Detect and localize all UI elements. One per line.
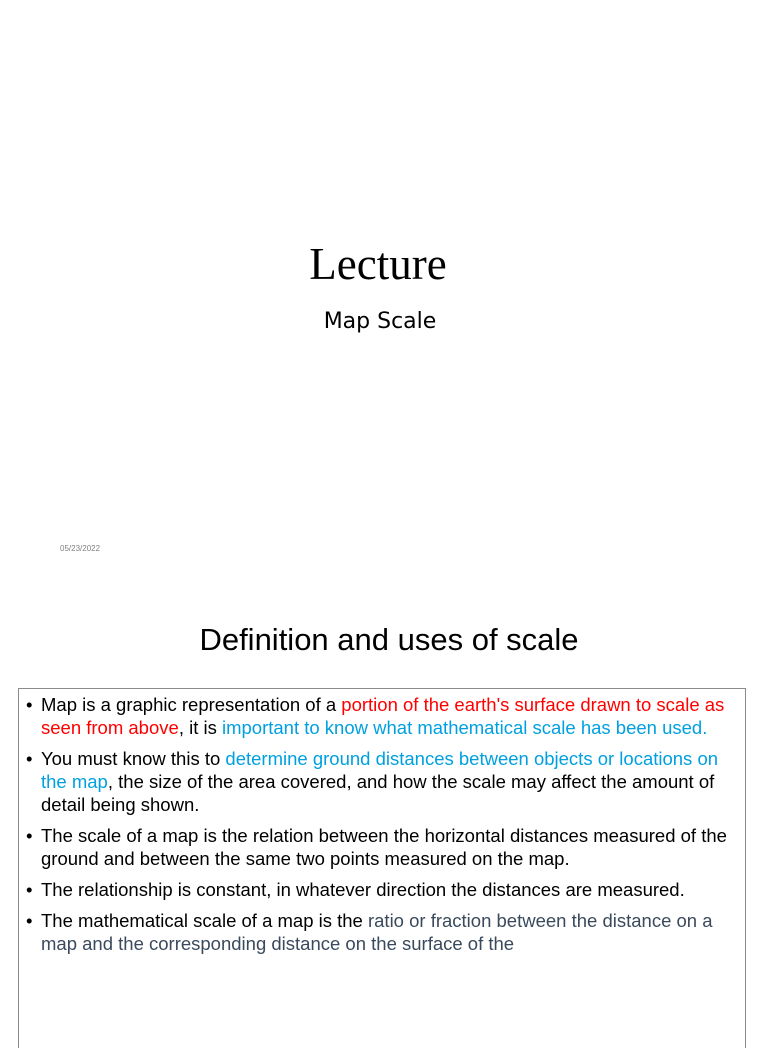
bullet-text-segment: The mathematical scale of a map is the (41, 910, 368, 931)
slide-heading: Definition and uses of scale (199, 622, 579, 657)
bullet-item (19, 693, 745, 739)
bullet-text-segment: The relationship is constant, in whatever direction the distances are measured. (41, 879, 685, 900)
content-slide (0, 576, 768, 1024)
bullet-item (19, 878, 745, 901)
bullet-text-segment: The scale of a map is the relation between the horizontal distances measured of the ground and between the same two points measured on the map. (41, 825, 727, 869)
bullet-dot-icon: • (26, 879, 33, 900)
bullet-text-segment: You must know this to (41, 748, 226, 769)
bullet-text-segment: important to know what mathematical scale has been used. (221, 717, 708, 738)
bullet-text-segment: Map is a graphic representation of a (41, 694, 342, 715)
bullet-box (18, 688, 746, 1048)
bullet-text-segment: portion of the earth's surface drawn to scale as seen from above (41, 694, 725, 738)
bullet-text-segment: , it is (178, 717, 222, 738)
slide-date: 05/23/2022 (60, 544, 101, 553)
bullet-item (19, 824, 745, 870)
bullet-dot-icon: • (26, 910, 33, 931)
bullet-dot-icon: • (26, 825, 33, 846)
bullet-dot-icon: • (26, 694, 33, 715)
slide-title: Lecture (309, 239, 447, 289)
bullet-text-segment: determine ground distances between objects or locations on the map (41, 748, 719, 792)
bullet-item (19, 747, 745, 816)
bullet-text-segment: , the size of the area covered, and how the scale may affect the amount of detail being shown. (41, 771, 715, 815)
bullet-list (19, 689, 745, 955)
bullet-item (19, 909, 745, 955)
bullet-text-segment: ratio or fraction between the distance on a map and the corresponding distance on the surface of the (41, 910, 713, 954)
bullet-dot-icon: • (26, 748, 33, 769)
slide-subtitle: Map Scale (323, 309, 437, 334)
